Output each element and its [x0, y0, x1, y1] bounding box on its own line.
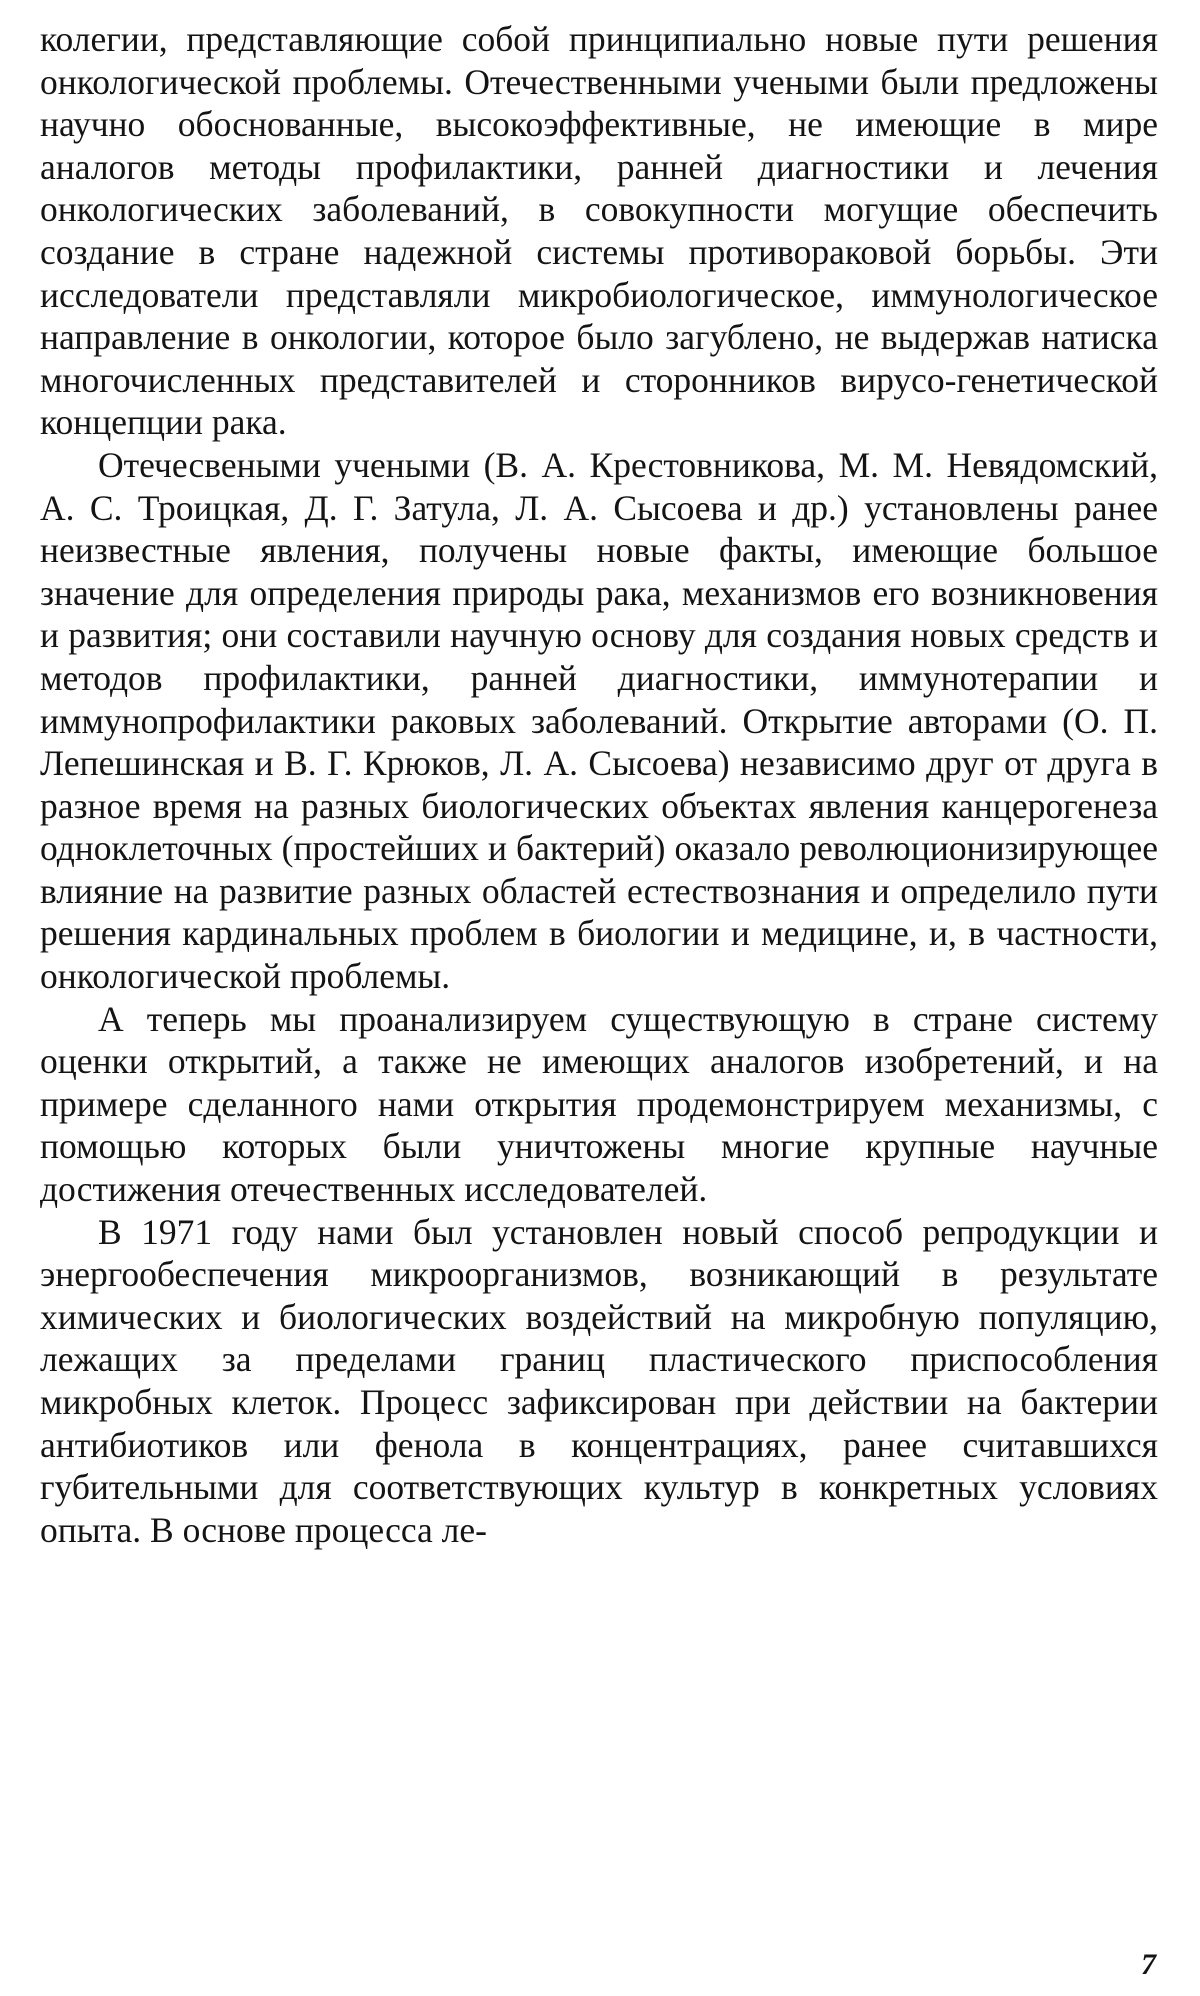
- paragraph-1: колегии, представляющие собой принципиально новые пути решения онкологической проблемы. Отечественными учеными были предложены научно обоснованные, высокоэффективные, не имеющие в мире аналогов методы профилактики, ранней диагностики и лечения онкологических заболеваний, в совокупности могущие обеспечить создание в стране надежной системы противораковой борьбы. Эти исследователи представляли микробиологическое, иммунологическое направление в онкологии, которое было загублено, не выдержав натиска многочисленных представителей и сторонников вирусо-генетической концепции рака.: [40, 19, 1158, 443]
- body-text: [40, 18, 1158, 1551]
- paragraph-3: А теперь мы проанализируем существующую в стране систему оценки открытий, а также не имеющих аналогов изобретений, и на примере сделанного нами открытия продемонстрируем механизмы, с помощью которых были уничтожены многие крупные научные достижения отечественных исследователей.: [40, 998, 1158, 1210]
- paragraph-2: Отечесвеными учеными (В. А. Крестовникова, М. М. Невядомский, А. С. Троицкая, Д. Г. Затула, Л. А. Сысоева и др.) установлены ранее неизвестные явления, получены новые факты, имеющие большое значение для определения природы рака, механизмов его возникновения и развития; они составили научную основу для создания новых средств и методов профилактики, ранней диагностики, иммунотерапии и иммунопрофилактики раковых заболеваний. Открытие авторами (О. П. Лепешинская и В. Г. Крюков, Л. А. Сысоева) независимо друг от друга в разное время на разных биологических объектах явления канцерогенеза одноклеточных (простейших и бактерий) оказало революционизирующее влияние на развитие разных областей естествознания и определило пути решения кардинальных проблем в биологии и медицине, и, в частности, онкологической проблемы.: [40, 444, 1158, 997]
- page-number: 7: [1141, 1948, 1156, 1981]
- paragraph-4: В 1971 году нами был установлен новый способ репродукции и энергообеспечения микроорганизмов, возникающий в результате химических и биологических воздействий на микробную популяцию, лежащих за пределами границ пластического приспособления микробных клеток. Процесс зафиксирован при действии на бактерии антибиотиков или фенола в концентрациях, ранее считавшихся губительными для соответствующих культур в конкретных условиях опыта. В основе процесса ле-: [40, 1211, 1158, 1550]
